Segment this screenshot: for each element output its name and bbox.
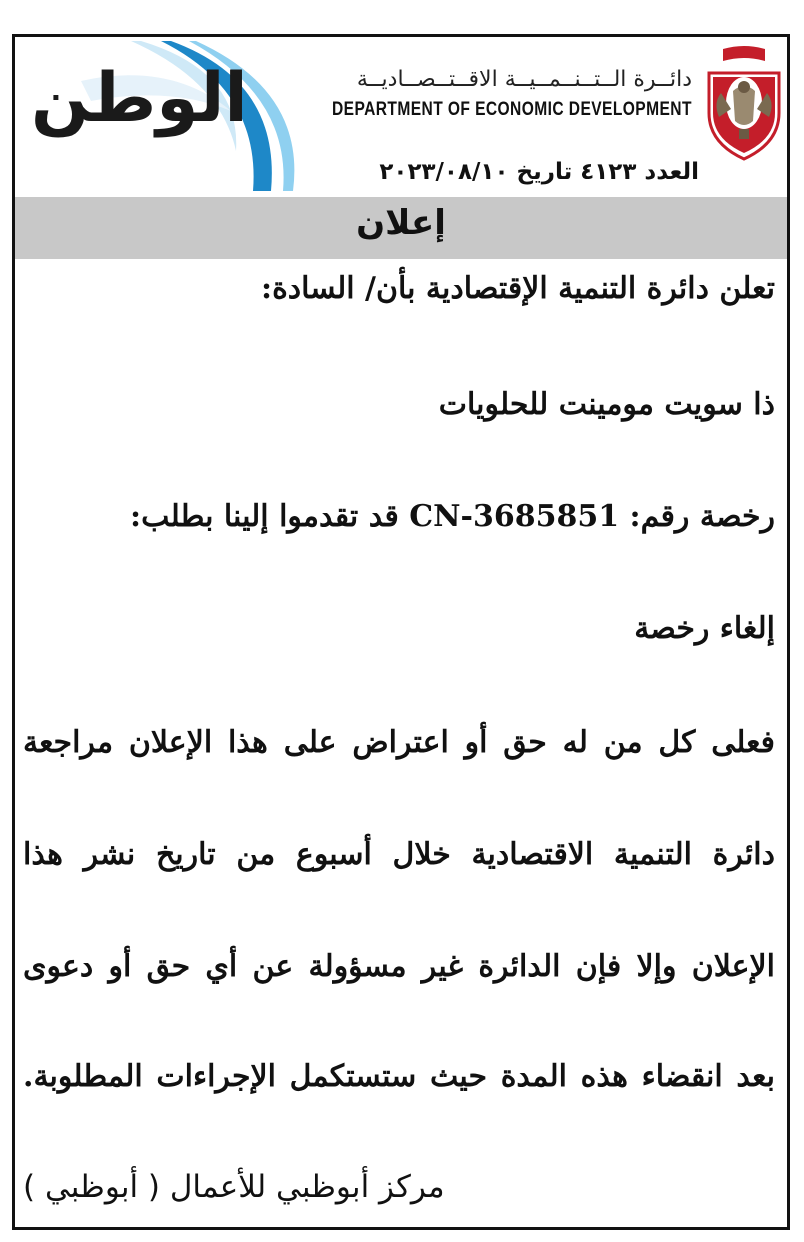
body-line: بعد انقضاء هذه المدة حيث ستستكمل الإجراءات المطلوبة. xyxy=(23,1059,775,1094)
department-name-english: DEPARTMENT OF ECONOMIC DEVELOPMENT xyxy=(332,99,692,120)
body-line: فعلى كل من له حق أو اعتراض على هذا الإعلان مراجعة xyxy=(23,725,775,760)
request-type: إلغاء رخصة xyxy=(634,611,775,646)
header xyxy=(15,37,787,197)
issue-number-date: العدد ٤١٢٣ تاريخ ٢٠٢٣/٠٨/١٠ xyxy=(379,159,699,185)
announcement-frame xyxy=(12,34,790,1230)
body-line: دائرة التنمية الاقتصادية خلال أسبوع من تاريخ نشر هذا xyxy=(23,837,775,872)
signature: مركز أبوظبي للأعمال ( أبوظبي ) xyxy=(23,1169,445,1205)
company-name: ذا سويت مومينت للحلويات xyxy=(438,387,775,422)
body-line: الإعلان وإلا فإن الدائرة غير مسؤولة عن أي حق أو دعوى xyxy=(23,949,775,984)
abu-dhabi-emblem-icon xyxy=(703,43,785,161)
body-line: تعلن دائرة التنمية الإقتصادية بأن/ السادة: xyxy=(261,271,775,306)
license-number-line: رخصة رقم: CN-3685851 قد تقدموا إلينا بطلب: xyxy=(130,499,775,534)
department-name-arabic: دائــرة الــتــنــمــيــة الاقــتــصــاديــة xyxy=(356,67,692,92)
announcement-title: إعلان xyxy=(356,203,446,243)
newspaper-logo xyxy=(21,41,311,191)
title-band xyxy=(15,197,787,259)
logo-text: الوطن xyxy=(31,59,248,138)
